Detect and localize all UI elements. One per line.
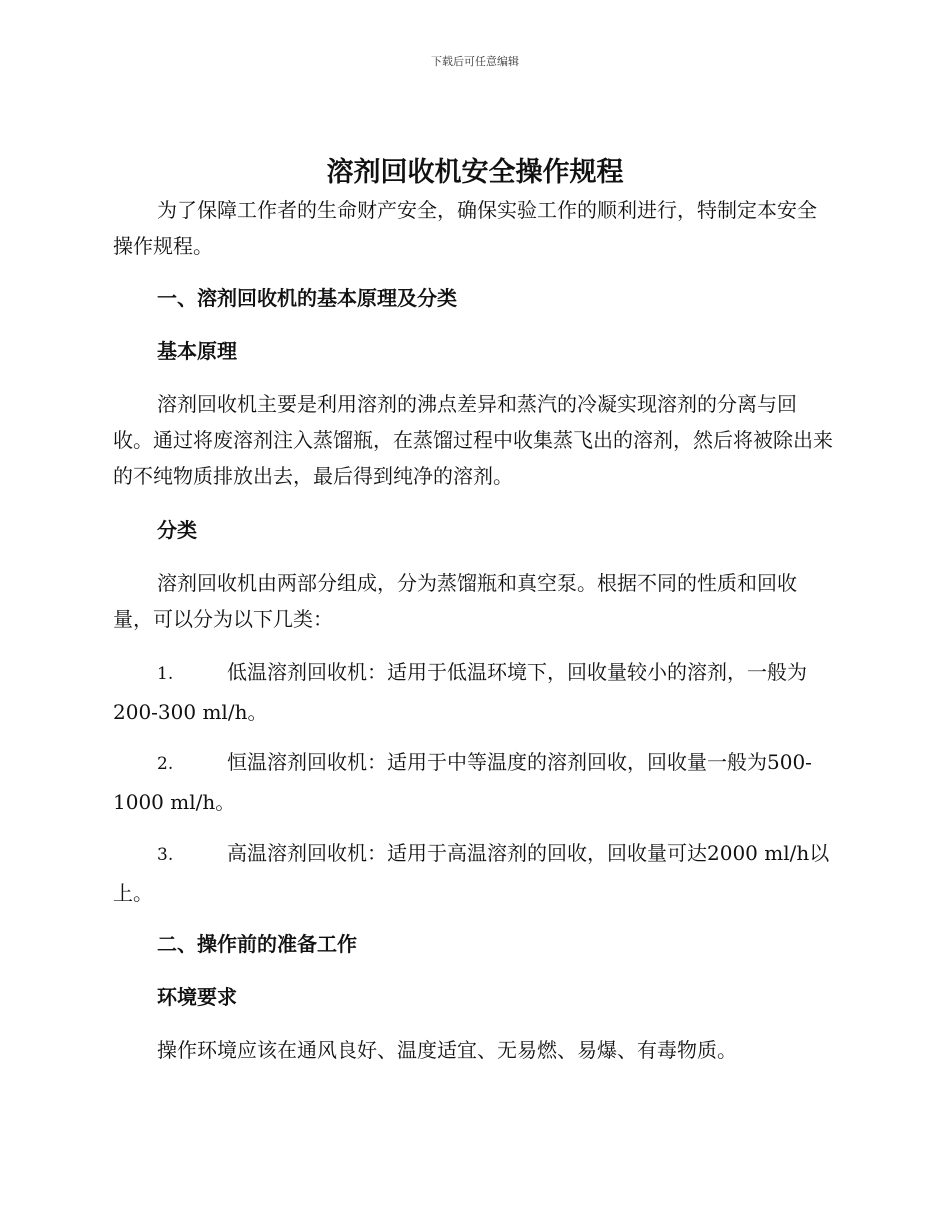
classification-paragraph: 溶剂回收机由两部分组成，分为蒸馏瓶和真空泵。根据不同的性质和回收量，可以分为以下几类：	[113, 571, 797, 631]
document-title: 溶剂回收机安全操作规程	[326, 157, 624, 188]
principle-heading: 基本原理	[157, 339, 237, 363]
list-text: 高温溶剂回收机：适用于高温溶剂的回收，回收量可达2000 ml/h以上。	[113, 841, 830, 905]
page-header-note: 下载后可任意编辑	[431, 55, 519, 68]
list-item-3	[113, 834, 835, 912]
list-number: 2.	[157, 754, 174, 774]
list-number: 1.	[157, 664, 174, 684]
environment-paragraph: 操作环境应该在通风良好、温度适宜、无易燃、易爆、有毒物质。	[157, 1038, 737, 1062]
list-number: 3.	[157, 845, 174, 865]
section-2-heading: 二、操作前的准备工作	[157, 932, 357, 956]
list-item-1	[113, 653, 835, 731]
list-item-2	[113, 743, 835, 821]
principle-paragraph: 溶剂回收机主要是利用溶剂的沸点差异和蒸汽的冷凝实现溶剂的分离与回收。通过将废溶剂注入蒸馏瓶，在蒸馏过程中收集蒸飞出的溶剂，然后将被除出来的不纯物质排放出去，最后得到纯净的溶剂。	[113, 392, 833, 488]
list-text: 恒温溶剂回收机：适用于中等温度的溶剂回收，回收量一般为500-1000 ml/h。	[113, 750, 812, 814]
section-1-heading: 一、溶剂回收机的基本原理及分类	[157, 286, 457, 310]
intro-paragraph: 为了保障工作者的生命财产安全，确保实验工作的顺利进行，特制定本安全操作规程。	[113, 198, 817, 258]
environment-heading: 环境要求	[157, 985, 237, 1009]
classification-heading: 分类	[157, 518, 197, 542]
list-text: 低温溶剂回收机：适用于低温环境下，回收量较小的溶剂，一般为200-300 ml/h。	[113, 660, 807, 724]
